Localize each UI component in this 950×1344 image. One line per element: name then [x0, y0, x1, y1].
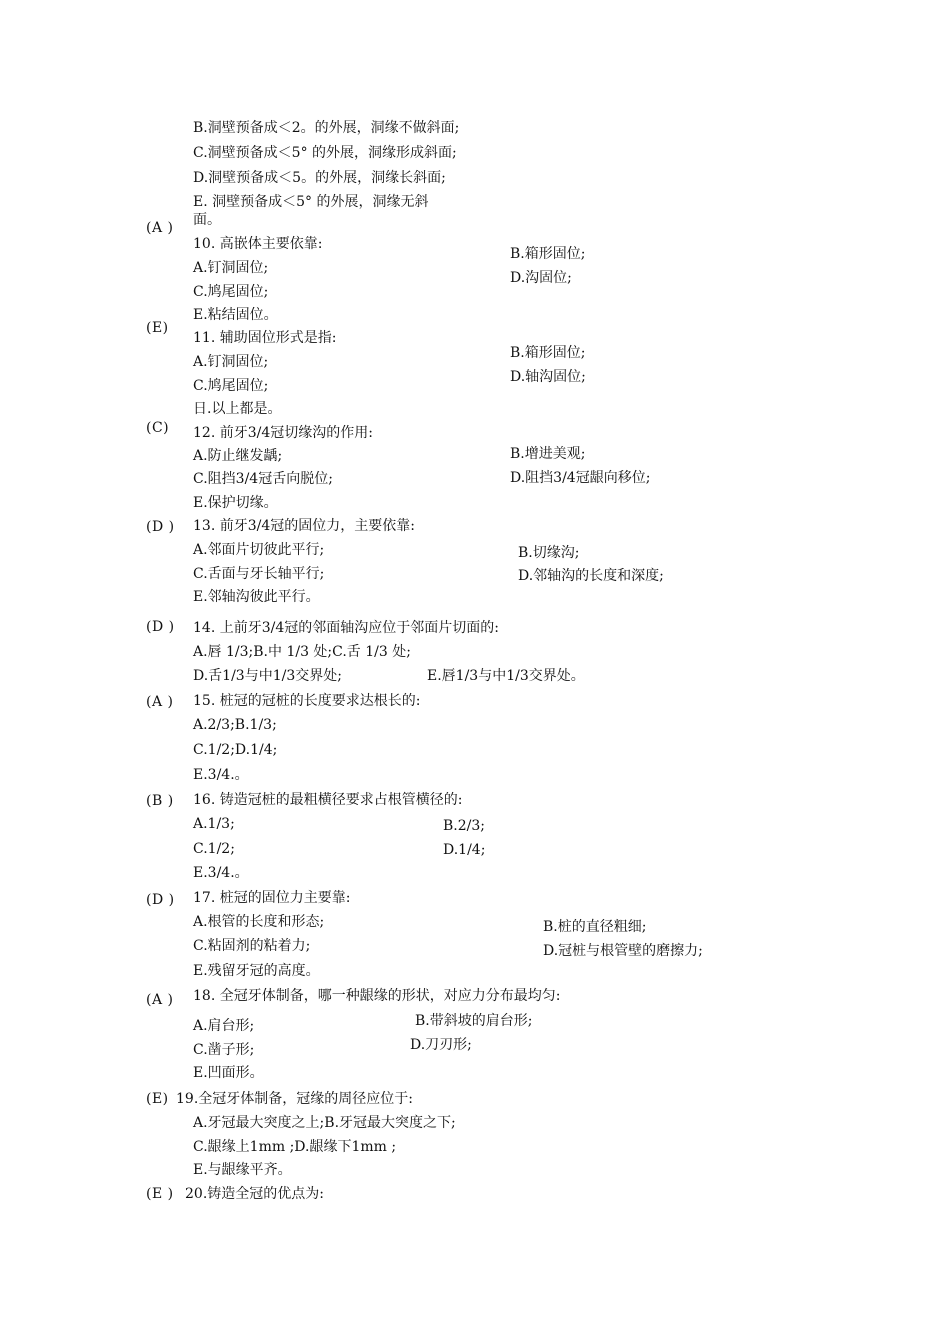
q10-option-b: B.箱形固位; — [510, 246, 586, 262]
q18-answer: (A ) — [146, 992, 174, 1008]
q13-option-c: C.舌面与牙长轴平行; — [193, 566, 325, 582]
q16-stem: 16. 铸造冠桩的最粗横径要求占根管横径的: — [193, 792, 463, 808]
q10-answer: (A ) — [146, 220, 174, 236]
q19-option-cd: C.龈缘上1mm ;D.龈缘下1mm ; — [193, 1139, 397, 1155]
q16-option-a: A.1/3; — [193, 816, 235, 832]
q18-option-b: B.带斜坡的肩台形; — [415, 1013, 533, 1029]
q11-option-d: D.轴沟固位; — [510, 369, 586, 385]
q19-option-ab: A.牙冠最大突度之上;B.牙冠最大突度之下; — [193, 1115, 456, 1131]
q15-option-e: E.3/4.。 — [193, 767, 249, 783]
q11-option-b: B.箱形固位; — [510, 345, 586, 361]
q15-option-cd: C.1/2;D.1/4; — [193, 742, 278, 758]
q11-option-a: A.钉洞固位; — [193, 354, 269, 370]
q11-answer: (E) — [146, 320, 169, 336]
q9-option-e: E. 洞壁预备成＜5° 的外展，洞缘无斜 — [193, 194, 429, 210]
q17-stem: 17. 桩冠的固位力主要靠: — [193, 890, 351, 906]
q15-stem: 15. 桩冠的冠桩的长度要求达根长的: — [193, 693, 421, 709]
q11-option-e: 日.以上都是。 — [193, 401, 282, 417]
q18-option-d: D.刀刃形; — [410, 1037, 472, 1053]
q9-option-d: D.洞壁预备成＜5。的外展，洞缘长斜面; — [193, 170, 446, 186]
q16-option-c: C.1/2; — [193, 841, 235, 857]
q12-option-e: E.保护切缘。 — [193, 495, 278, 511]
q13-answer: (D ) — [146, 519, 175, 535]
q16-option-e: E.3/4.。 — [193, 865, 249, 881]
q9-option-e-continued: 面。 — [193, 212, 221, 228]
q14-option-e: E.唇1/3与中1/3交界处。 — [427, 668, 585, 684]
q12-stem: 12. 前牙3/4冠切缘沟的作用: — [193, 425, 373, 441]
q12-option-b: B.增进美观; — [510, 446, 586, 462]
q10-option-c: C.鸠尾固位; — [193, 284, 269, 300]
q10-option-a: A.钉洞固位; — [193, 260, 269, 276]
q17-option-a: A.根管的长度和形态; — [193, 914, 325, 930]
q13-option-e: E.邻轴沟彼此平行。 — [193, 589, 320, 605]
q13-option-b: B.切缘沟; — [518, 545, 580, 561]
q16-option-d: D.1/4; — [443, 842, 486, 858]
q17-option-b: B.桩的直径粗细; — [543, 919, 647, 935]
q9-option-b: B.洞壁预备成＜2。的外展，洞缘不做斜面; — [193, 120, 460, 136]
q19-stem: 19.全冠牙体制备，冠缘的周径应位于: — [176, 1091, 413, 1107]
q13-option-a: A.邻面片切彼此平行; — [193, 542, 325, 558]
q13-stem: 13. 前牙3/4冠的固位力，主要依靠: — [193, 518, 415, 534]
q20-stem: 20.铸造全冠的优点为: — [185, 1186, 324, 1202]
q9-option-c: C.洞壁预备成＜5° 的外展，洞缘形成斜面; — [193, 145, 457, 161]
q12-option-d: D.阻挡3/4冠龈向移位; — [510, 470, 651, 486]
q10-option-e: E.粘结固位。 — [193, 307, 278, 323]
q14-option-d: D.舌1/3与中1/3交界处; — [193, 668, 342, 684]
q14-option-abc: A.唇 1/3;B.中 1/3 处;C.舌 1/3 处; — [193, 644, 411, 660]
q18-option-e: E.凹面形。 — [193, 1065, 264, 1081]
q15-answer: (A ) — [146, 694, 174, 710]
q19-option-e: E.与龈缘平齐。 — [193, 1162, 292, 1178]
q17-option-e: E.残留牙冠的高度。 — [193, 963, 320, 979]
q11-stem: 11. 辅助固位形式是指: — [193, 330, 337, 346]
q17-option-d: D.冠桩与根管壁的磨擦力; — [543, 943, 703, 959]
q17-option-c: C.粘固剂的粘着力; — [193, 938, 311, 954]
q10-option-d: D.沟固位; — [510, 270, 572, 286]
q18-option-c: C.凿子形; — [193, 1042, 255, 1058]
q10-stem: 10. 高嵌体主要依靠: — [193, 236, 323, 252]
q15-option-ab: A.2/3;B.1/3; — [193, 717, 277, 733]
q19-answer: (E) — [146, 1091, 169, 1107]
q12-option-a: A.防止继发龋; — [193, 448, 283, 464]
q16-option-b: B.2/3; — [443, 818, 485, 834]
q18-stem: 18. 全冠牙体制备，哪一种龈缘的形状，对应力分布最均匀: — [193, 988, 561, 1004]
q16-answer: (B ) — [146, 793, 174, 809]
q12-option-c: C.阻挡3/4冠舌向脱位; — [193, 471, 333, 487]
q12-answer: (C) — [146, 420, 170, 436]
q17-answer: (D ) — [146, 892, 175, 908]
q20-answer: (E ) — [146, 1186, 174, 1202]
q11-option-c: C.鸠尾固位; — [193, 378, 269, 394]
q13-option-d: D.邻轴沟的长度和深度; — [518, 568, 664, 584]
q14-stem: 14. 上前牙3/4冠的邻面轴沟应位于邻面片切面的: — [193, 620, 499, 636]
q14-answer: (D ) — [146, 619, 175, 635]
q18-option-a: A.肩台形; — [193, 1018, 255, 1034]
